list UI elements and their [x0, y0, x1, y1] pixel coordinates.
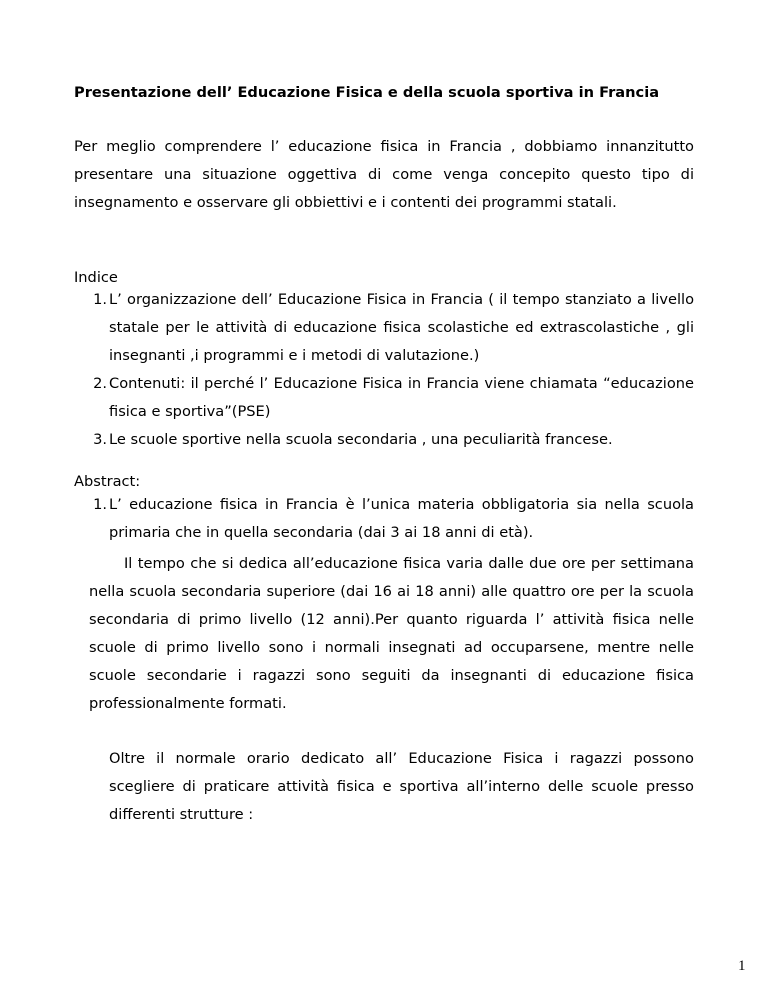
list-number: 2. [93, 375, 107, 392]
page-number: 1 [738, 958, 746, 974]
list-item-text: L’ educazione fisica in Francia è l’unica materia obbligatoria sia nella scuola primaria che in quella secondaria (dai 3 ai 18 anni di età). [109, 496, 694, 541]
abstract-paragraph-2: Oltre il normale orario dedicato all’ Educazione Fisica i ragazzi possono scegliere di praticare attività fisica e sportiva all’interno delle scuole presso differenti strutture : [109, 750, 694, 823]
index-list [74, 286, 694, 454]
abstract-heading: Abstract: [74, 473, 141, 490]
list-item [74, 491, 694, 547]
list-number: 1. [93, 291, 107, 308]
list-number: 3. [93, 431, 107, 448]
list-item-text: Contenuti: il perché l’ Educazione Fisica in Francia viene chiamata “educazione fisica e sportiva”(PSE) [109, 375, 694, 420]
abstract-list [74, 491, 694, 547]
list-item [74, 426, 694, 454]
list-item [74, 286, 694, 370]
list-number: 1. [93, 496, 107, 513]
intro-paragraph: Per meglio comprendere l’ educazione fisica in Francia , dobbiamo innanzitutto presentare una situazione oggettiva di come venga concepito questo tipo di insegnamento e osservare gli obbiettivi e i contenti dei programmi statali. [74, 138, 694, 211]
abstract-paragraph-1: Il tempo che si dedica all’educazione fisica varia dalle due ore per settimana nella scuola secondaria superiore (dai 16 ai 18 anni) alle quattro ore per la scuola secondaria di primo livello (12 anni).Per quanto riguarda l’ attività fisica nelle scuole di primo livello sono i normali insegnati ad occuparsene, mentre nelle scuole secondarie i ragazzi sono seguiti da insegnanti di educazione fisica professionalmente formati. [89, 555, 694, 712]
list-item-text: L’ organizzazione dell’ Educazione Fisica in Francia ( il tempo stanziato a livello statale per le attività di educazione fisica scolastiche ed extrascolastiche , gli insegnanti ,i programmi e i metodi di valutazione.) [109, 291, 694, 364]
index-heading: Indice [74, 269, 118, 286]
document-title: Presentazione dell’ Educazione Fisica e della scuola sportiva in Francia [74, 84, 660, 101]
list-item [74, 370, 694, 426]
list-item-text: Le scuole sportive nella scuola secondaria , una peculiarità francese. [109, 431, 613, 448]
